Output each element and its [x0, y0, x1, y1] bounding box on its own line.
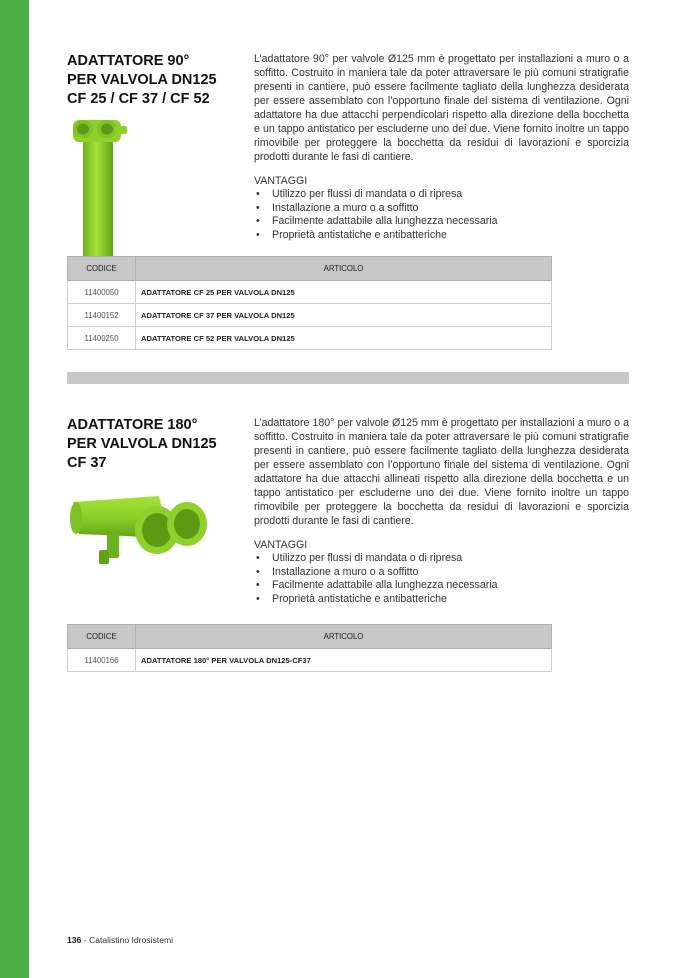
vantaggi-heading: VANTAGGI — [254, 539, 308, 551]
list-item: • Facilmente adattabile alla lunghezza necessaria — [254, 215, 629, 229]
footer-separator: - — [81, 935, 89, 945]
product-table — [67, 624, 552, 672]
list-item: • Facilmente adattabile alla lunghezza necessaria — [254, 579, 629, 593]
product-description — [254, 52, 629, 242]
description-text: L’adattatore 180° per valvole Ø125 mm è progettato per installazioni a muro o a soffitto. Costruito in maniera tale da poter attraversare le più comuni stratigrafie presenti in cantiere, può essere facilmente tagliato della lunghezza desiderata per essere assemblato con l’opportuno finale del sistema di ventilazione. Ogni adattatore ha due attacchi allineati rispetto alla direzione della bocchetta e un tappo antistatico per escluderne uno dei due. Viene fornito inoltre un tappo rimovibile per proteggere la bocchetta da residui di lavorazioni e sporcizia prodotti durante le fasi di cantiere. — [254, 417, 629, 527]
page-footer — [67, 935, 173, 945]
product-description — [254, 416, 629, 606]
cell-article: ADATTATORE CF 25 PER VALVOLA DN125 — [136, 281, 552, 304]
table-header-row — [68, 625, 552, 649]
adapter-180-image — [69, 488, 209, 570]
title-line: ADATTATORE 90° — [67, 53, 190, 69]
title-line: CF 37 — [67, 455, 107, 471]
title-line: ADATTATORE 180° — [67, 417, 198, 433]
header-articolo: ARTICOLO — [136, 257, 552, 281]
table-row — [68, 649, 552, 672]
product-title — [67, 416, 247, 473]
table-row — [68, 304, 552, 327]
header-codice: CODICE — [68, 257, 136, 281]
page-number: 136 — [67, 935, 82, 945]
list-item: • Proprietà antistatiche e antibatteriche — [254, 229, 629, 243]
product-title — [67, 52, 247, 109]
cell-code: 11400166 — [68, 649, 136, 672]
product-table — [67, 256, 552, 350]
cell-code: 11400050 — [68, 281, 136, 304]
vantaggi-list — [254, 188, 629, 242]
title-line: CF 25 / CF 37 / CF 52 — [67, 91, 210, 107]
header-articolo: ARTICOLO — [136, 625, 552, 649]
description-text: L’adattatore 90° per valvole Ø125 mm è progettato per installazioni a muro o a soffitto. Costruito in maniera tale da poter attraversare le più comuni stratigrafie presenti in cantiere, può essere facilmente tagliato della lunghezza desiderata per essere assemblato con l’opportuno finale del sistema di ventilazione. Ogni adattatore ha due attacchi perpendicolari rispetto alla direzione della bocchetta e un tappo antistatico per escluderne uno dei due. Viene fornito inoltre un tappo rimovibile per proteggere la bocchetta da residui di lavorazioni e sporcizia prodotti durante le fasi di cantiere. — [254, 53, 629, 163]
table-row — [68, 281, 552, 304]
list-item: • Proprietà antistatiche e antibatteriche — [254, 593, 629, 607]
title-line: PER VALVOLA DN125 — [67, 72, 217, 88]
list-item: • Utilizzo per flussi di mandata o di ripresa — [254, 552, 629, 566]
vantaggi-heading: VANTAGGI — [254, 175, 308, 187]
side-accent-bar — [0, 0, 29, 978]
header-codice: CODICE — [68, 625, 136, 649]
title-line: PER VALVOLA DN125 — [67, 436, 217, 452]
table-header-row — [68, 257, 552, 281]
table-row — [68, 327, 552, 350]
cell-article: ADATTATORE 180° PER VALVOLA DN125-CF37 — [136, 649, 552, 672]
list-item: • Utilizzo per flussi di mandata o di ripresa — [254, 188, 629, 202]
cell-article: ADATTATORE CF 37 PER VALVOLA DN125 — [136, 304, 552, 327]
cell-article: ADATTATORE CF 52 PER VALVOLA DN125 — [136, 327, 552, 350]
cell-code: 11400250 — [68, 327, 136, 350]
catalog-name: Catalistino Idrosistemi — [88, 935, 174, 945]
cell-code: 11400152 — [68, 304, 136, 327]
list-item: • Installazione a muro o a soffitto — [254, 566, 629, 580]
vantaggi-list — [254, 552, 629, 606]
list-item: • Installazione a muro o a soffitto — [254, 202, 629, 216]
section-divider — [67, 372, 629, 384]
